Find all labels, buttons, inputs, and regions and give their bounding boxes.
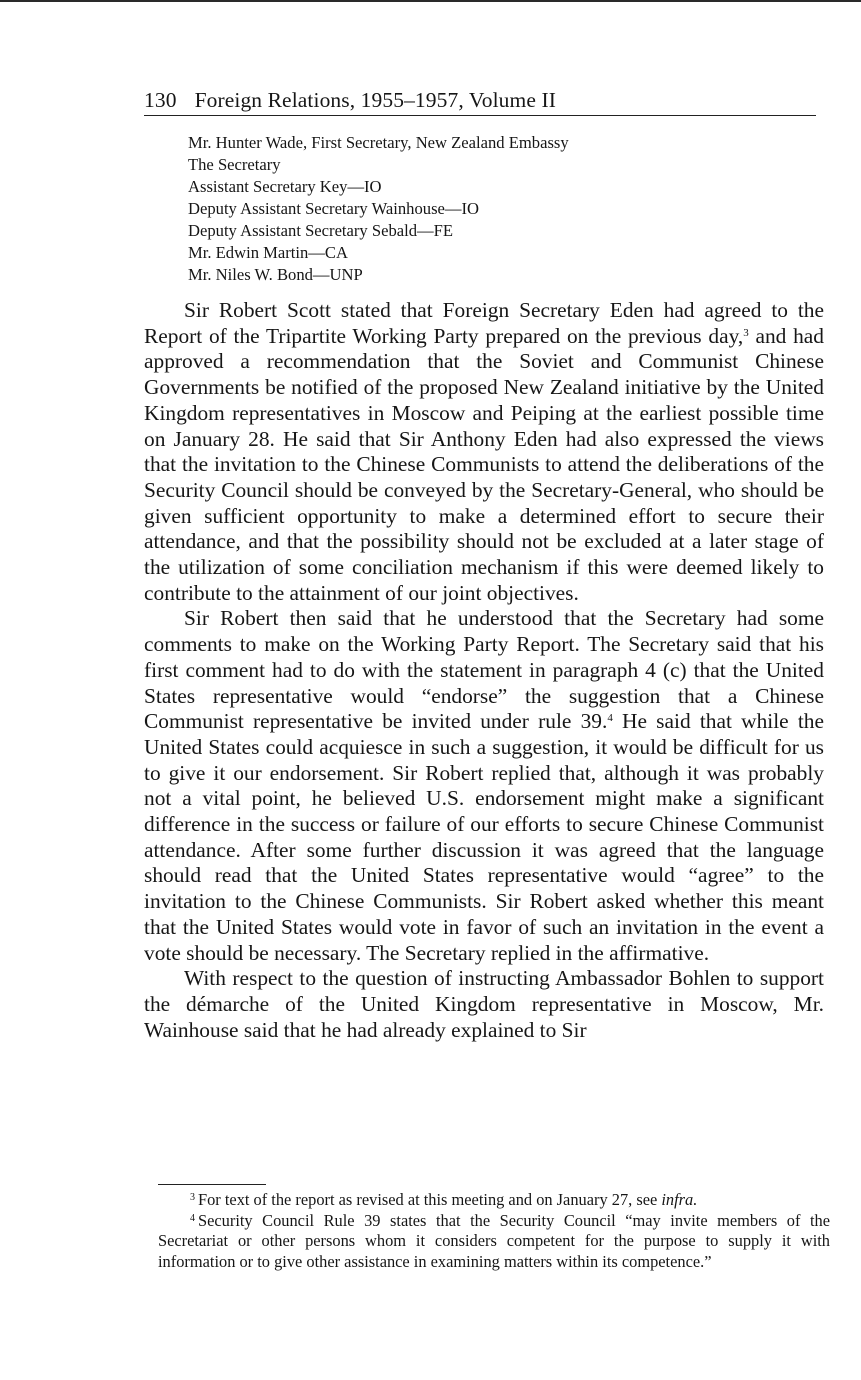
footnote-marker: 4 <box>190 1212 195 1224</box>
paragraph-text: Sir Robert Scott stated that Foreign Secretary Eden had agreed to the Report of the Tripartite Working Party prepared on the previous day, <box>144 298 824 348</box>
body-text <box>144 298 824 1043</box>
participant: Deputy Assistant Secretary Sebald—FE <box>188 221 453 240</box>
scan-edge <box>0 0 861 2</box>
paragraph-text: He said that while the United States could acquiesce in such a suggestion, it would be difficult for us to give it our endorsement. Sir Robert replied that, although it was probably not a vital point, he believed U.S. endorsement might make a significant difference in the success or failure of our efforts to secure Chinese Communist attendance. After some further discussion it was agreed that the language should read that the United States representative would “agree” to the invitation to the Chinese Communists. Sir Robert asked whether this meant that the United States would vote in favor of such an invitation in the event a vote should be necessary. The Secretary replied in the affirmative. <box>144 709 824 965</box>
paragraph <box>144 966 824 1043</box>
footnote-rule <box>158 1184 266 1185</box>
paragraph-text: With respect to the question of instructing Ambassador Bohlen to support the démarche of the United Kingdom representative in Moscow, Mr. Wainhouse said that he had already explained to Sir <box>144 966 824 1042</box>
footnote-marker: 3 <box>190 1192 195 1203</box>
participant: Mr. Niles W. Bond—UNP <box>188 265 363 284</box>
running-head <box>144 88 816 116</box>
footnote-text: For text of the report as revised at this meeting and on January 27, see <box>198 1190 662 1209</box>
participants-list <box>188 132 824 286</box>
footnote-reference: 3 <box>743 326 749 339</box>
running-title: Foreign Relations, 1955–1957, Volume II <box>194 88 556 112</box>
paragraph <box>144 298 824 606</box>
footnotes <box>158 1184 830 1272</box>
paragraph-text: and had approved a recommendation that the Soviet and Communist Chinese Governments be notified of the proposed New Zealand initiative by the United Kingdom representatives in Moscow and Peiping at the earliest possible time on January 28. He said that Sir Anthony Eden had also expressed the views that the invitation to the Chinese Communists to attend the deliberations of the Security Council should be conveyed by the Secretary-General, who should be given sufficient opportunity to make a determined effort to secure their attendance, and that the possibility should not be excluded at a later stage of the utilization of some conciliation mechanism if this were deemed likely to contribute to the attainment of our joint objectives. <box>144 323 825 605</box>
footnote <box>158 1190 830 1211</box>
participant: Assistant Secretary Key—IO <box>188 177 382 196</box>
footnote-text: Security Council Rule 39 states that the Security Council “may invite members of the Secretariat or other persons whom it considers competent for the purpose to supply it with information or to give other assistance in examining matters within its competence.” <box>158 1210 830 1271</box>
footnote-reference: 4 <box>607 712 613 725</box>
document-page <box>144 88 824 1043</box>
participant: Mr. Edwin Martin—CA <box>188 243 348 262</box>
paragraph-text: Sir Robert then said that he understood that the Secretary had some comments to make on the Working Party Report. The Secretary said that his first comment had to do with the statement in paragraph 4 (c) that the United States representative would “endorse” the suggestion that a Chinese Communist representative be invited under rule 39. <box>144 606 824 734</box>
participant: Mr. Hunter Wade, First Secretary, New Zealand Embassy <box>188 133 569 152</box>
footnote-italic-text: infra. <box>661 1190 698 1209</box>
participant: Deputy Assistant Secretary Wainhouse—IO <box>188 199 479 218</box>
paragraph <box>144 606 824 966</box>
participant: The Secretary <box>188 155 281 174</box>
page-number: 130 <box>144 88 177 112</box>
footnote <box>158 1211 830 1273</box>
